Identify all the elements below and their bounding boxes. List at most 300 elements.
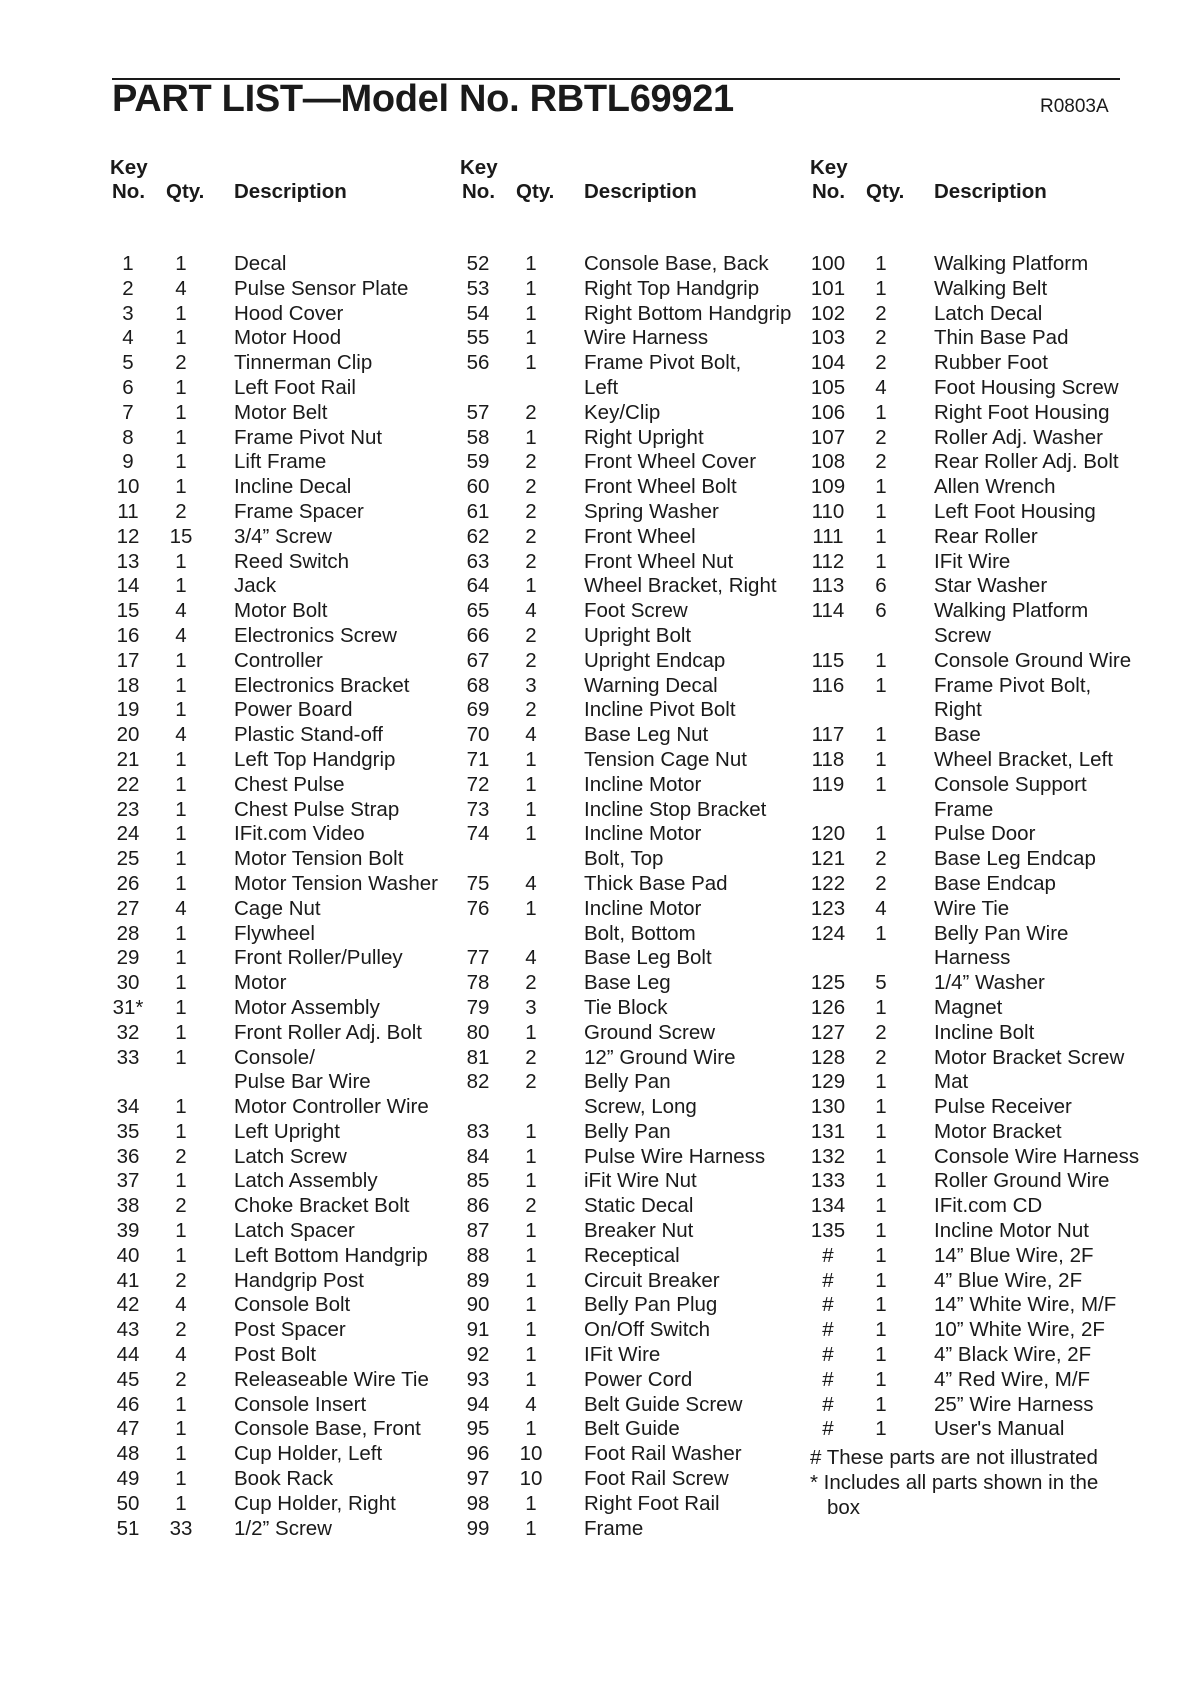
part-key-number: 11 bbox=[117, 499, 139, 523]
part-description: Chest Pulse Strap bbox=[234, 797, 400, 821]
part-quantity: 1 bbox=[525, 747, 537, 771]
part-quantity: 1 bbox=[875, 1243, 887, 1267]
part-key-number: 42 bbox=[116, 1293, 140, 1317]
part-description: Motor Bracket Screw bbox=[934, 1045, 1125, 1069]
part-quantity: 1 bbox=[875, 1169, 887, 1193]
part-description: Right Upright bbox=[584, 425, 704, 449]
part-description: Belt Guide bbox=[584, 1417, 680, 1441]
part-quantity: 1 bbox=[875, 1219, 887, 1243]
part-key-number: 93 bbox=[466, 1367, 490, 1391]
part-description: Front Wheel Bolt bbox=[584, 475, 737, 499]
part-description: IFit.com Video bbox=[234, 822, 365, 846]
part-description: Rear Roller Adj. Bolt bbox=[934, 450, 1119, 474]
part-description: Front Wheel Nut bbox=[584, 549, 734, 573]
part-quantity: 1 bbox=[175, 1467, 187, 1491]
part-description: Front Roller Adj. Bolt bbox=[234, 1020, 422, 1044]
part-description: Jack bbox=[234, 574, 277, 598]
part-key-number: 76 bbox=[466, 896, 490, 920]
part-key-number: 55 bbox=[466, 326, 490, 350]
part-quantity: 4 bbox=[175, 1343, 187, 1367]
part-quantity: 1 bbox=[525, 822, 537, 846]
description-header: Description bbox=[934, 180, 1047, 203]
part-key-number: # bbox=[822, 1343, 834, 1367]
part-description: Motor Controller Wire bbox=[234, 1095, 429, 1119]
part-key-number: 32 bbox=[116, 1020, 140, 1044]
part-key-number: 29 bbox=[116, 946, 140, 970]
part-quantity: 2 bbox=[525, 475, 537, 499]
key-header-top: Key bbox=[810, 156, 848, 179]
part-quantity: 1 bbox=[175, 574, 187, 598]
part-description: Console/ bbox=[234, 1045, 315, 1069]
part-description: Walking Platform bbox=[934, 599, 1089, 623]
part-description: Bolt, Bottom bbox=[584, 921, 696, 945]
part-quantity: 1 bbox=[525, 252, 537, 275]
part-description: Pulse Door bbox=[934, 822, 1036, 846]
part-key-number: 7 bbox=[122, 400, 134, 424]
part-description: Key/Clip bbox=[584, 400, 661, 424]
part-quantity: 1 bbox=[525, 1491, 537, 1515]
part-description: Harness bbox=[934, 946, 1011, 970]
part-description: Magnet bbox=[934, 995, 1003, 1019]
part-description: Foot Housing Screw bbox=[934, 375, 1119, 399]
part-key-number: 127 bbox=[810, 1020, 846, 1044]
part-description: Belly Pan Wire bbox=[934, 921, 1069, 945]
part-quantity: 4 bbox=[525, 723, 537, 747]
part-description: Left Upright bbox=[234, 1119, 340, 1143]
part-quantity: 1 bbox=[525, 772, 537, 796]
part-key-number: 105 bbox=[810, 375, 846, 399]
part-key-number: 117 bbox=[811, 723, 845, 747]
part-description: Incline Decal bbox=[234, 475, 352, 499]
part-description: Foot Rail Washer bbox=[584, 1442, 742, 1466]
part-quantity: 1 bbox=[875, 1293, 887, 1317]
part-description: Walking Belt bbox=[934, 276, 1048, 300]
part-key-number: 13 bbox=[116, 549, 140, 573]
part-description: Frame bbox=[934, 797, 994, 821]
part-description: Base Leg Bolt bbox=[584, 946, 712, 970]
part-description: Thin Base Pad bbox=[934, 326, 1069, 350]
part-description: Post Spacer bbox=[234, 1318, 346, 1342]
part-quantity: 1 bbox=[175, 301, 187, 325]
part-description: Choke Bracket Bolt bbox=[234, 1194, 410, 1218]
part-quantity: 1 bbox=[175, 1095, 187, 1119]
part-key-number: # bbox=[822, 1367, 834, 1391]
part-description: Belt Guide Screw bbox=[584, 1392, 743, 1416]
part-key-number: 28 bbox=[116, 921, 140, 945]
part-key-number: 120 bbox=[810, 822, 846, 846]
part-quantity: 2 bbox=[525, 698, 537, 722]
part-description: Pulse Sensor Plate bbox=[234, 276, 409, 300]
part-description: Console Wire Harness bbox=[934, 1144, 1140, 1168]
part-key-number: 132 bbox=[810, 1144, 846, 1168]
part-quantity: 1 bbox=[175, 450, 187, 474]
part-quantity: 1 bbox=[175, 252, 187, 275]
part-quantity: 2 bbox=[875, 301, 887, 325]
part-quantity: 10 bbox=[519, 1442, 543, 1466]
part-quantity: 2 bbox=[525, 400, 537, 424]
part-quantity: 1 bbox=[175, 1219, 187, 1243]
part-description: Frame Pivot Bolt, bbox=[584, 351, 742, 375]
part-key-number: 95 bbox=[466, 1417, 490, 1441]
part-quantity: 2 bbox=[875, 326, 887, 350]
part-key-number: 82 bbox=[466, 1070, 490, 1094]
part-quantity: 1 bbox=[525, 1367, 537, 1391]
part-key-number: 97 bbox=[466, 1467, 490, 1491]
part-description: Flywheel bbox=[234, 921, 315, 945]
part-key-number: 60 bbox=[466, 475, 490, 499]
part-quantity: 1 bbox=[875, 1095, 887, 1119]
part-description: Pulse Wire Harness bbox=[584, 1144, 766, 1168]
description-header: Description bbox=[234, 180, 347, 203]
part-description: Left Top Handgrip bbox=[234, 747, 396, 771]
part-key-number: 92 bbox=[466, 1343, 490, 1367]
part-quantity: 1 bbox=[525, 1293, 537, 1317]
part-quantity: 1 bbox=[175, 1417, 187, 1441]
part-description: Base Leg bbox=[584, 971, 671, 995]
part-quantity: 1 bbox=[175, 673, 187, 697]
part-quantity: 1 bbox=[175, 400, 187, 424]
part-key-number: 6 bbox=[122, 375, 134, 399]
part-quantity: 4 bbox=[175, 896, 187, 920]
part-description: Reed Switch bbox=[234, 549, 350, 573]
part-key-number: 1 bbox=[122, 252, 134, 275]
part-key-number: 91 bbox=[466, 1318, 490, 1342]
part-key-number: 53 bbox=[466, 276, 490, 300]
part-key-number: 101 bbox=[810, 276, 846, 300]
part-quantity: 1 bbox=[525, 574, 537, 598]
part-description: Belly Pan bbox=[584, 1070, 671, 1094]
part-description: On/Off Switch bbox=[584, 1318, 711, 1342]
part-quantity: 1 bbox=[875, 475, 887, 499]
part-description: Latch Decal bbox=[934, 301, 1043, 325]
part-quantity: 1 bbox=[175, 1442, 187, 1466]
part-key-number: 4 bbox=[122, 326, 134, 350]
part-key-number: 43 bbox=[116, 1318, 140, 1342]
part-key-number: 112 bbox=[811, 549, 845, 573]
part-quantity: 1 bbox=[875, 1392, 887, 1416]
part-description: 25” Wire Harness bbox=[934, 1392, 1094, 1416]
part-quantity: 2 bbox=[175, 1318, 187, 1342]
part-quantity: 33 bbox=[169, 1516, 193, 1540]
part-quantity: 1 bbox=[175, 698, 187, 722]
part-key-number: 106 bbox=[810, 400, 846, 424]
part-key-number: 81 bbox=[466, 1045, 490, 1069]
part-description: Motor Bolt bbox=[234, 599, 328, 623]
part-description: Screw bbox=[934, 623, 991, 647]
part-description: Bolt, Top bbox=[584, 847, 664, 871]
part-description: Releaseable Wire Tie bbox=[234, 1367, 429, 1391]
part-quantity: 1 bbox=[875, 499, 887, 523]
part-key-number: 36 bbox=[116, 1144, 140, 1168]
part-key-number: 49 bbox=[116, 1467, 140, 1491]
part-quantity: 3 bbox=[525, 995, 537, 1019]
part-description: Electronics Bracket bbox=[234, 673, 410, 697]
footnotes bbox=[810, 1446, 1127, 1520]
part-quantity: 15 bbox=[169, 524, 193, 548]
part-description: Walking Platform bbox=[934, 252, 1089, 275]
key-header-bottom: No. bbox=[112, 180, 146, 203]
part-key-number: # bbox=[822, 1268, 834, 1292]
part-description: Base Leg Endcap bbox=[934, 847, 1096, 871]
part-description: 3/4” Screw bbox=[234, 524, 332, 548]
part-description: Incline Motor bbox=[584, 822, 702, 846]
part-quantity: 1 bbox=[175, 847, 187, 871]
part-description: User's Manual bbox=[934, 1417, 1065, 1441]
part-description: Latch Spacer bbox=[234, 1219, 355, 1243]
part-quantity: 1 bbox=[525, 1020, 537, 1044]
part-quantity: 1 bbox=[875, 673, 887, 697]
part-description: Front Roller/Pulley bbox=[234, 946, 403, 970]
part-key-number: 3 bbox=[122, 301, 134, 325]
part-quantity: 1 bbox=[875, 400, 887, 424]
part-quantity: 4 bbox=[175, 276, 187, 300]
part-quantity: 1 bbox=[175, 995, 187, 1019]
part-key-number: 80 bbox=[466, 1020, 490, 1044]
part-key-number: 23 bbox=[116, 797, 140, 821]
part-key-number: 75 bbox=[466, 871, 490, 895]
part-quantity: 2 bbox=[525, 623, 537, 647]
part-description: Tension Cage Nut bbox=[584, 747, 747, 771]
part-description: Thick Base Pad bbox=[584, 871, 728, 895]
part-description: Tinnerman Clip bbox=[234, 351, 373, 375]
part-key-number: 16 bbox=[116, 623, 140, 647]
part-description: Console Ground Wire bbox=[934, 648, 1132, 672]
part-key-number: 41 bbox=[116, 1268, 140, 1292]
part-key-number: 10 bbox=[116, 475, 140, 499]
part-quantity: 2 bbox=[525, 1045, 537, 1069]
part-key-number: 34 bbox=[116, 1095, 140, 1119]
part-description: Right Bottom Handgrip bbox=[584, 301, 792, 325]
part-key-number: # bbox=[822, 1243, 834, 1267]
part-key-number: 5 bbox=[122, 351, 134, 375]
part-quantity: 1 bbox=[175, 946, 187, 970]
part-key-number: 125 bbox=[810, 971, 846, 995]
part-quantity: 1 bbox=[525, 1516, 537, 1540]
part-key-number: # bbox=[822, 1293, 834, 1317]
part-quantity: 2 bbox=[175, 1194, 187, 1218]
part-key-number: 65 bbox=[466, 599, 490, 623]
part-description: Console Support bbox=[934, 772, 1087, 796]
part-key-number: 37 bbox=[116, 1169, 140, 1193]
part-key-number: 46 bbox=[116, 1392, 140, 1416]
part-key-number: 133 bbox=[810, 1169, 846, 1193]
part-description: Frame bbox=[584, 1516, 644, 1540]
part-key-number: 50 bbox=[116, 1491, 140, 1515]
part-quantity: 1 bbox=[175, 822, 187, 846]
part-description: 1/2” Screw bbox=[234, 1516, 332, 1540]
part-quantity: 1 bbox=[525, 301, 537, 325]
part-key-number: 38 bbox=[116, 1194, 140, 1218]
part-key-number: 103 bbox=[810, 326, 846, 350]
part-quantity: 6 bbox=[875, 574, 887, 598]
part-description: Console Base, Back bbox=[584, 252, 769, 275]
part-description: 4” Red Wire, M/F bbox=[934, 1367, 1091, 1391]
part-quantity: 1 bbox=[525, 1318, 537, 1342]
part-description: Spring Washer bbox=[584, 499, 719, 523]
part-quantity: 4 bbox=[175, 1293, 187, 1317]
part-description: Motor Hood bbox=[234, 326, 342, 350]
part-quantity: 2 bbox=[525, 524, 537, 548]
part-quantity: 2 bbox=[525, 1194, 537, 1218]
part-quantity: 1 bbox=[875, 1070, 887, 1094]
description-header: Description bbox=[584, 180, 697, 203]
part-quantity: 4 bbox=[525, 871, 537, 895]
part-key-number: 17 bbox=[116, 648, 140, 672]
part-quantity: 1 bbox=[175, 425, 187, 449]
part-quantity: 1 bbox=[525, 276, 537, 300]
part-key-number: 109 bbox=[810, 475, 846, 499]
part-key-number: 47 bbox=[116, 1417, 140, 1441]
part-quantity: 4 bbox=[175, 623, 187, 647]
part-key-number: # bbox=[822, 1417, 834, 1441]
part-description: Wheel Bracket, Left bbox=[934, 747, 1113, 771]
part-quantity: 2 bbox=[525, 450, 537, 474]
part-key-number: 52 bbox=[466, 252, 490, 275]
part-key-number: 116 bbox=[811, 673, 845, 697]
part-description: 10” White Wire, 2F bbox=[934, 1318, 1105, 1342]
part-quantity: 5 bbox=[875, 971, 887, 995]
part-quantity: 4 bbox=[875, 896, 887, 920]
part-quantity: 1 bbox=[525, 1268, 537, 1292]
part-key-number: 20 bbox=[116, 723, 140, 747]
part-description: Post Bolt bbox=[234, 1343, 317, 1367]
part-quantity: 1 bbox=[875, 524, 887, 548]
part-description: Roller Adj. Washer bbox=[934, 425, 1103, 449]
part-key-number: 22 bbox=[116, 772, 140, 796]
part-key-number: 40 bbox=[116, 1243, 140, 1267]
part-quantity: 2 bbox=[875, 1045, 887, 1069]
part-key-number: 79 bbox=[466, 995, 490, 1019]
part-description: Frame Pivot Nut bbox=[234, 425, 383, 449]
part-description: Foot Screw bbox=[584, 599, 688, 623]
document-code: R0803A bbox=[1040, 96, 1109, 117]
part-description: Power Board bbox=[234, 698, 353, 722]
part-quantity: 1 bbox=[525, 797, 537, 821]
part-description: Foot Rail Screw bbox=[584, 1467, 729, 1491]
part-key-number: 66 bbox=[466, 623, 490, 647]
part-key-number: 84 bbox=[466, 1144, 490, 1168]
part-description: Star Washer bbox=[934, 574, 1048, 598]
part-key-number: 21 bbox=[116, 747, 140, 771]
part-description: Lift Frame bbox=[234, 450, 327, 474]
part-description: Latch Assembly bbox=[234, 1169, 378, 1193]
part-description: IFit.com CD bbox=[934, 1194, 1043, 1218]
key-header-bottom: No. bbox=[812, 180, 846, 203]
part-quantity: 1 bbox=[525, 425, 537, 449]
part-quantity: 1 bbox=[875, 1119, 887, 1143]
part-quantity: 1 bbox=[875, 723, 887, 747]
part-quantity: 2 bbox=[875, 847, 887, 871]
part-key-number: 44 bbox=[116, 1343, 140, 1367]
part-quantity: 4 bbox=[525, 1392, 537, 1416]
part-description: 12” Ground Wire bbox=[584, 1045, 736, 1069]
part-key-number: 89 bbox=[466, 1268, 490, 1292]
part-description: Wire Tie bbox=[934, 896, 1010, 920]
part-key-number: 87 bbox=[466, 1219, 490, 1243]
part-quantity: 1 bbox=[875, 1417, 887, 1441]
part-key-number: 12 bbox=[116, 524, 140, 548]
part-key-number: 33 bbox=[116, 1045, 140, 1069]
part-quantity: 10 bbox=[519, 1467, 543, 1491]
part-quantity: 1 bbox=[175, 1392, 187, 1416]
part-quantity: 1 bbox=[175, 871, 187, 895]
part-quantity: 2 bbox=[175, 351, 187, 375]
part-quantity: 1 bbox=[175, 648, 187, 672]
part-description: Motor Assembly bbox=[234, 995, 380, 1019]
part-description: Screw, Long bbox=[584, 1095, 697, 1119]
part-description: Motor Belt bbox=[234, 400, 328, 424]
part-quantity: 1 bbox=[175, 549, 187, 573]
part-key-number: 119 bbox=[811, 772, 845, 796]
part-quantity: 1 bbox=[875, 648, 887, 672]
part-key-number: 57 bbox=[466, 400, 490, 424]
part-quantity: 1 bbox=[875, 276, 887, 300]
part-key-number: 58 bbox=[466, 425, 490, 449]
part-description: Left Foot Housing bbox=[934, 499, 1096, 523]
part-description: 14” Blue Wire, 2F bbox=[934, 1243, 1094, 1267]
part-quantity: 1 bbox=[175, 797, 187, 821]
part-key-number: 67 bbox=[466, 648, 490, 672]
part-key-number: 27 bbox=[116, 896, 140, 920]
part-quantity: 1 bbox=[525, 1243, 537, 1267]
part-key-number: 8 bbox=[122, 425, 134, 449]
part-key-number: 64 bbox=[466, 574, 490, 598]
qty-header: Qty. bbox=[866, 180, 905, 203]
part-key-number: 30 bbox=[116, 971, 140, 995]
part-description: Pulse Bar Wire bbox=[234, 1070, 371, 1094]
qty-header: Qty. bbox=[166, 180, 205, 203]
part-key-number: 9 bbox=[122, 450, 134, 474]
part-quantity: 2 bbox=[875, 425, 887, 449]
part-description: Motor Tension Washer bbox=[234, 871, 438, 895]
part-key-number: 102 bbox=[810, 301, 846, 325]
part-quantity: 1 bbox=[875, 1318, 887, 1342]
part-key-number: 35 bbox=[116, 1119, 140, 1143]
part-description: Right Foot Housing bbox=[934, 400, 1110, 424]
part-key-number: # bbox=[822, 1392, 834, 1416]
part-key-number: 85 bbox=[466, 1169, 490, 1193]
part-key-number: 129 bbox=[810, 1070, 846, 1094]
part-description: Incline Motor bbox=[584, 896, 702, 920]
key-header-top: Key bbox=[110, 156, 148, 179]
part-key-number: 48 bbox=[116, 1442, 140, 1466]
part-description: Upright Bolt bbox=[584, 623, 692, 647]
part-quantity: 3 bbox=[525, 673, 537, 697]
part-key-number: 122 bbox=[810, 871, 846, 895]
part-key-number: 128 bbox=[810, 1045, 846, 1069]
part-key-number: 130 bbox=[810, 1095, 846, 1119]
part-key-number: 86 bbox=[466, 1194, 490, 1218]
key-header-top: Key bbox=[460, 156, 498, 179]
part-description: IFit Wire bbox=[934, 549, 1011, 573]
part-key-number: 62 bbox=[466, 524, 490, 548]
part-description: Motor Tension Bolt bbox=[234, 847, 404, 871]
part-key-number: 98 bbox=[466, 1491, 490, 1515]
part-key-number: 39 bbox=[116, 1219, 140, 1243]
part-key-number: 99 bbox=[466, 1516, 490, 1540]
part-quantity: 1 bbox=[525, 1144, 537, 1168]
part-key-number: 18 bbox=[116, 673, 140, 697]
part-quantity: 1 bbox=[875, 772, 887, 796]
part-quantity: 1 bbox=[175, 1243, 187, 1267]
part-key-number: 31* bbox=[112, 995, 144, 1019]
part-quantity: 1 bbox=[525, 1343, 537, 1367]
part-key-number: 63 bbox=[466, 549, 490, 573]
part-description: Motor bbox=[234, 971, 287, 995]
part-description: Left Foot Rail bbox=[234, 375, 356, 399]
part-description: 14” White Wire, M/F bbox=[934, 1293, 1117, 1317]
part-quantity: 4 bbox=[175, 599, 187, 623]
